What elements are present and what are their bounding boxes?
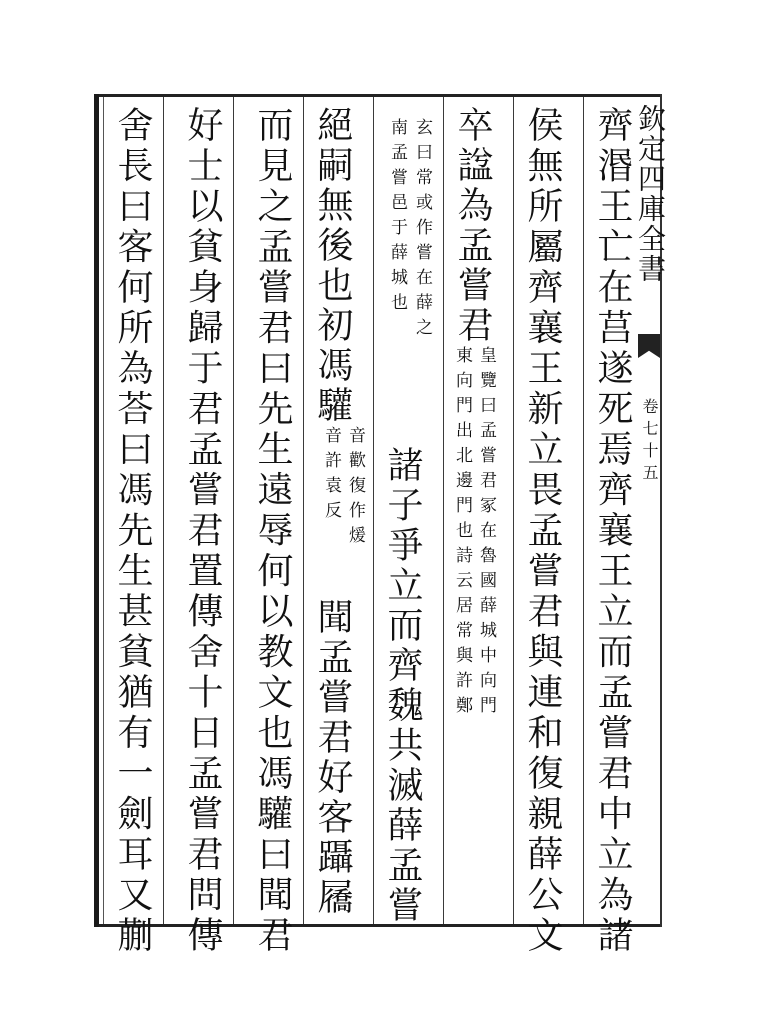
annotation-right: 玄曰常或作嘗在薛之 (412, 118, 432, 343)
text-column-4-main: 諸子爭立而齊魏共滅薛孟嘗 (382, 446, 423, 926)
text-column-8: 舍長曰客何所為荅曰馮先生甚貧猶有一劍耳又蒯 (112, 106, 153, 957)
book-title: 欽定四庫全書 (634, 104, 667, 284)
frame-bottom-border (96, 924, 662, 927)
column-rule (443, 97, 444, 924)
frame-left-border (94, 94, 99, 927)
annotation-right: 音歡復作煖 (345, 426, 365, 551)
column-rule (513, 97, 514, 924)
text-column-5-main-lower: 聞孟嘗君好客躡屩 (312, 598, 353, 918)
frame-inner-line (103, 97, 104, 924)
text-column-3-main: 卒諡為孟嘗君 (452, 106, 493, 346)
frame-top-border (96, 94, 662, 97)
column-rule (303, 97, 304, 924)
column-rule (373, 97, 374, 924)
volume-number: 卷七十五 (640, 398, 659, 486)
fishtail-mark (638, 334, 660, 358)
text-column-7: 好士以貧身歸于君孟嘗君置傳舍十日孟嘗君問傳 (182, 106, 223, 957)
column-rule (233, 97, 234, 924)
text-column-6: 而見之孟嘗君曰先生遠辱何以教文也馮驩曰聞君 (252, 106, 293, 957)
annotation-left: 東向門出北邊門也詩云居常與許鄭 (452, 346, 472, 721)
annotation-left: 南孟嘗邑于薛城也 (387, 118, 407, 318)
column-rule (583, 97, 584, 924)
text-column-1: 齊湣王亡在莒遂死焉齊襄王立而孟嘗君中立為諸 (592, 106, 633, 957)
annotation-right: 皇覽曰孟嘗君冢在魯國薛城中向門 (476, 346, 496, 721)
text-column-5-main: 絕嗣無後也初馮驩 (312, 106, 353, 426)
annotation-left: 音許袁反 (321, 426, 341, 526)
text-column-2: 侯無所屬齊襄王新立畏孟嘗君與連和復親薛公文 (522, 106, 563, 957)
column-rule (163, 97, 164, 924)
